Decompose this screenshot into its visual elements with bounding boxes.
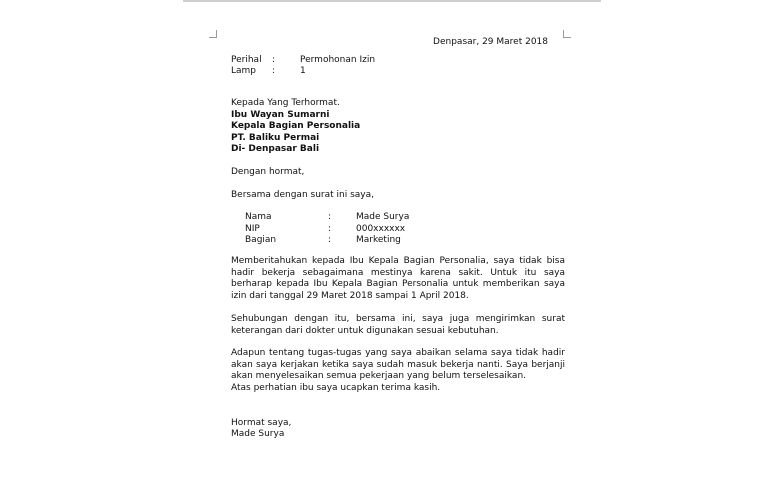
meta-value-lamp: 1 <box>300 66 306 76</box>
recipient-name: Ibu Wayan Sumarni <box>231 110 330 120</box>
body-paragraph-3: Adapun tentang tugas-tugas yang saya abaikan selama saya tidak hadir akan saya kerjakan ketika saya sudah masuk bekerja nanti. Saya berjanji akan menyelesaikan semua pekerjaan yang belum terselesaikan. <box>231 348 565 382</box>
identity-value-bagian: Marketing <box>356 235 401 245</box>
recipient-company: PT. Baliku Permai <box>231 133 320 143</box>
meta-label-perihal: Perihal <box>231 55 262 65</box>
meta-label-lamp: Lamp <box>231 66 257 76</box>
sign-off: Hormat saya, <box>231 418 292 428</box>
salutation: Dengan hormat, <box>231 167 305 177</box>
meta-colon: : <box>272 55 276 65</box>
intro-line: Bersama dengan surat ini saya, <box>231 190 374 200</box>
body-paragraph-2: Sehubungan dengan itu, bersama ini, saya juga mengirimkan surat keterangan dari dokter untuk digunakan sesuai kebutuhan. <box>231 314 565 336</box>
identity-value-nip: 000xxxxxx <box>356 224 406 234</box>
identity-colon: : <box>328 212 332 222</box>
recipient-greeting: Kepada Yang Terhormat. <box>231 98 340 108</box>
page-top-edge <box>183 0 601 2</box>
closing-thanks: Atas perhatian ibu saya ucapkan terima kasih. <box>231 383 441 393</box>
margin-corner-top-left <box>209 30 217 38</box>
meta-value-perihal: Permohonan Izin <box>300 55 376 65</box>
identity-label-nip: NIP <box>245 224 260 234</box>
identity-value-nama: Made Surya <box>356 212 410 222</box>
margin-corner-top-right <box>563 30 571 38</box>
signer-name: Made Surya <box>231 429 285 439</box>
identity-colon: : <box>328 224 332 234</box>
identity-colon: : <box>328 235 332 245</box>
place-date: Denpasar, 29 Maret 2018 <box>433 37 548 47</box>
meta-colon: : <box>272 66 276 76</box>
body-paragraph-1: Memberitahukan kepada Ibu Kepala Bagian Personalia, saya tidak bisa hadir bekerja sebagaimana mestinya karena sakit. Untuk itu saya berharap kepada Ibu Kepala Bagian Personalia untuk memberikan saya izin dari tanggal 29 Maret 2018 sampai 1 April 2018. <box>231 256 565 301</box>
recipient-location: Di- Denpasar Bali <box>231 144 320 154</box>
identity-label-bagian: Bagian <box>245 235 277 245</box>
recipient-position: Kepala Bagian Personalia <box>231 121 361 131</box>
identity-label-nama: Nama <box>245 212 272 222</box>
